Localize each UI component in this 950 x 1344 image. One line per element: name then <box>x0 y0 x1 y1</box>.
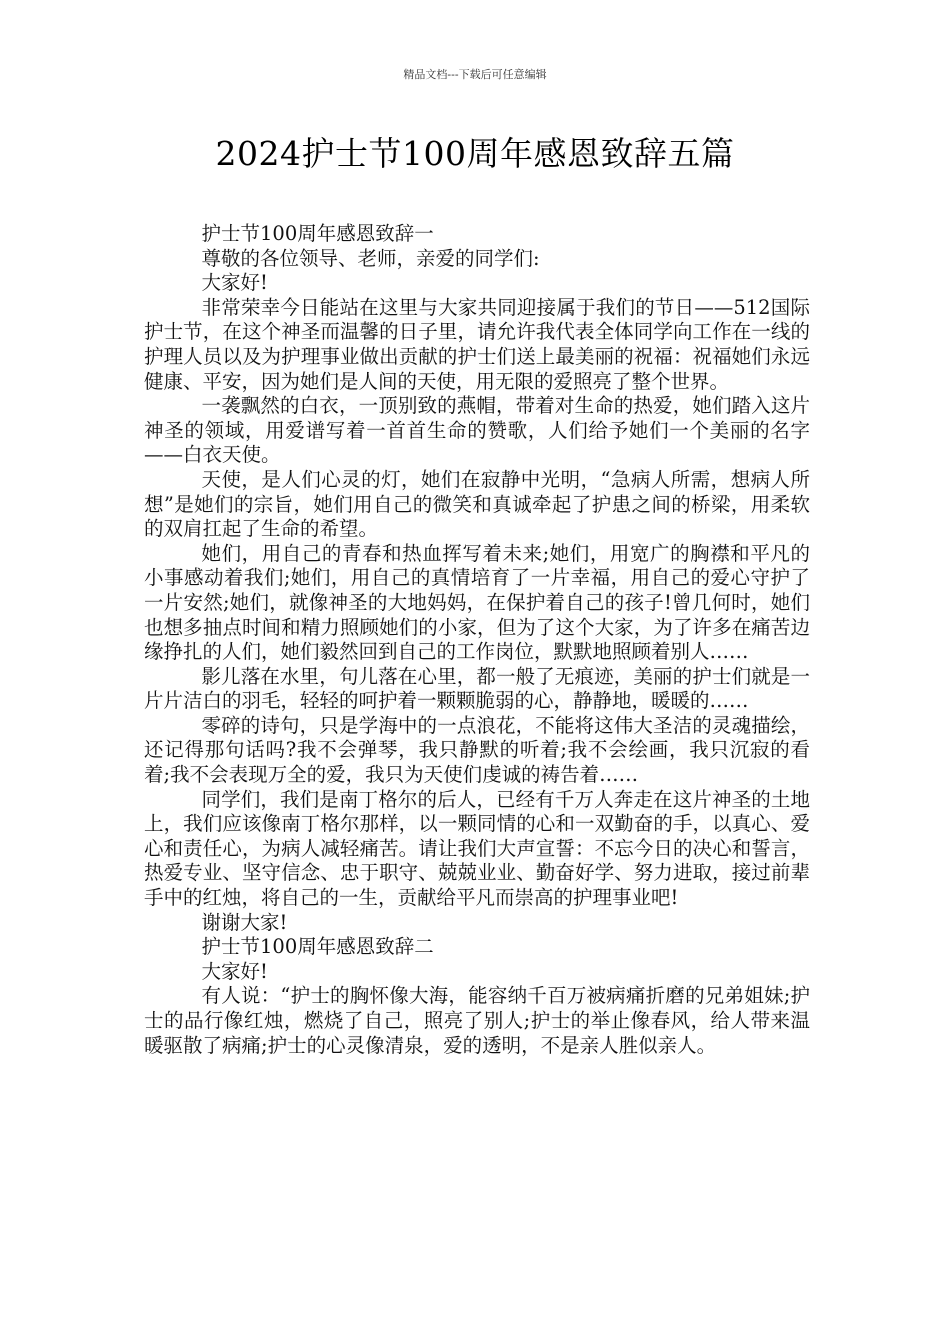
salutation: 尊敬的各位领导、老师，亲爱的同学们: <box>201 246 540 270</box>
paragraph: 天使，是人们心灵的灯，她们在寂静中光明，“急病人所需，想病人所想”是她们的宗旨，她们用自己的微笑和真诚牵起了护患之间的桥梁，用柔软的双肩扛起了生命的希望。 <box>144 467 810 541</box>
paragraph: 非常荣幸今日能站在这里与大家共同迎接属于我们的节日——512国际护士节，在这个神圣而温馨的日子里，请允许我代表全体同学向工作在一线的护理人员以及为护理事业做出贡献的护士们送上最美丽的祝福：祝福她们永远健康、平安，因为她们是人间的天使，用无限的爱照亮了整个世界。 <box>144 295 810 393</box>
closing-thanks: 谢谢大家! <box>201 910 288 934</box>
paragraph: 有人说：“护士的胸怀像大海，能容纳千百万被病痛折磨的兄弟姐妹;护士的品行像红烛，燃烧了自己，照亮了别人;护士的举止像春风，给人带来温暖驱散了病痛;护士的心灵像清泉，爱的透明，不是亲人胜似亲人。 <box>144 984 810 1057</box>
section-heading-1: 护士节100周年感恩致辞一 <box>201 222 434 245</box>
paragraph: 零碎的诗句，只是学海中的一点浪花，不能将这伟大圣洁的灵魂描绘，还记得那句话吗?我不会弹琴，我只静默的听着;我不会绘画，我只沉寂的看着;我不会表现万全的爱，我只为天使们虔诚的祷告着…… <box>144 713 810 787</box>
paragraph: 一袭飘然的白衣，一顶别致的燕帽，带着对生命的热爱，她们踏入这片神圣的领域，用爱谱写着一首首生命的赞歌，人们给予她们一个美丽的名字——白衣天使。 <box>144 394 810 467</box>
paragraph: 她们，用自己的青春和热血挥写着未来;她们，用宽广的胸襟和平凡的小事感动着我们;她们，用自己的真情培育了一片幸福，用自己的爱心守护了一片安然;她们，就像神圣的大地妈妈，在保护着自己的孩子!曾几何时，她们也想多抽点时间和精力照顾她们的小家，但为了这个大家，为了许多在痛苦边缘挣扎的人们，她们毅然回到自己的工作岗位，默默地照顾着别人…… <box>144 541 810 664</box>
paragraph: 影儿落在水里，句儿落在心里，都一般了无痕迹，美丽的护士们就是一片片洁白的羽毛，轻轻的呵护着一颗颗脆弱的心，静静地，暖暖的…… <box>144 664 810 713</box>
paragraph: 同学们，我们是南丁格尔的后人，已经有千万人奔走在这片神圣的土地上，我们应该像南丁格尔那样，以一颗同情的心和一双勤奋的手，以真心、爱心和责任心，为病人减轻痛苦。请让我们大声宣誓：不忘今日的决心和誓言，热爱专业、坚守信念、忠于职守、兢兢业业、勤奋好学、努力进取，接过前辈手中的红烛，将自己的一生，贡献给平凡而崇高的护理事业吧! <box>144 787 810 910</box>
document-title: 2024护士节100周年感恩致辞五篇 <box>215 134 735 173</box>
section-heading-2: 护士节100周年感恩致辞二 <box>201 935 434 959</box>
greeting: 大家好! <box>201 959 268 983</box>
page-header: 精品文档---下载后可任意编辑 <box>403 68 547 81</box>
document-body <box>144 222 810 1058</box>
greeting: 大家好! <box>201 271 268 295</box>
